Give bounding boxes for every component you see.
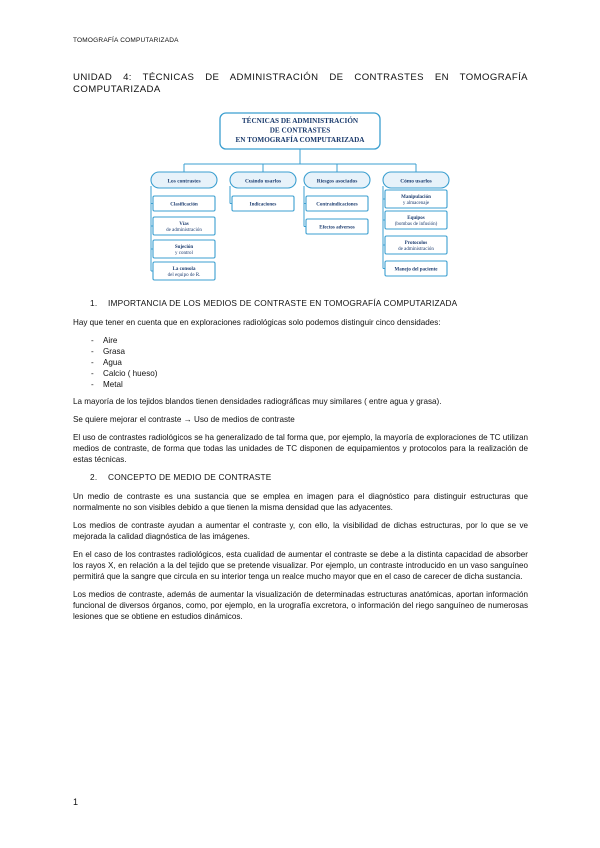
section-1-paragraph-3: Se quiere mejorar el contraste → Uso de medios de contraste [73,415,295,424]
diagram-title-line-3: EN TOMOGRAFÍA COMPUTARIZADA [235,136,365,144]
branch-label: Cuándo usarlos [244,178,282,185]
child-box-label: Manipulación [401,194,431,200]
child-box-label: y control [175,251,193,257]
child-box-label: Manejo del paciente [394,267,438,273]
density-list [73,335,528,390]
section-1-paragraph-4: El uso de contrastes radiológicos se ha generalizado de tal forma que, por ejemplo, la mayoría de exploraciones de TC utilizan medios de contraste, de forma que todas las unidades de TC disponen de equipamientos y protocolos para la realización de estas técnicas. [73,433,528,464]
section-2-paragraph-4: Los medios de contraste, además de aumentar la visualización de determinadas estructuras anatómicas, aportan información funcional de diversos órganos, como, por ejemplo, en la urografía excretora, o información del riego sanguíneo de numerosas lesiones que se obtiene en estudios dinámicos. [73,590,528,621]
section-2-heading [73,472,528,483]
diagram-title-line-2: DE CONTRASTES [269,126,331,135]
section-1-title: IMPORTANCIA DE LOS MEDIOS DE CONTRASTE EN TOMOGRAFÍA COMPUTARIZADA [108,298,458,308]
page-number: 1 [73,797,79,807]
branch-label: Riesgos asociados [316,178,358,185]
child-box-label: de administración [398,247,434,253]
child-box-label: Vías [179,221,189,227]
child-box-label: Contraindicaciones [316,202,358,208]
branch-label: Los contrastes [167,178,201,185]
child-box-label: Equipos [407,215,425,221]
list-item: - Agua [73,357,528,368]
section-1-intro: Hay que tener en cuenta que en exploraciones radiológicas solo podemos distinguir cinco densidades: [73,318,441,327]
list-item: - Aire [73,335,528,346]
concept-map-diagram [146,110,456,282]
child-box-label: y almacenaje [402,201,430,207]
diagram-title-line-1: TÉCNICAS DE ADMINISTRACIÓN [241,117,359,125]
child-box-label: (bombas de infusión) [394,222,438,228]
section-2-paragraph-2: Los medios de contraste ayudan a aumentar el contraste y, con ello, la visibilidad de dichas estructuras, por lo que se ve mejorada la calidad diagnóstica de las imágenes. [73,521,528,541]
section-1-number: 1. [90,298,98,308]
list-item: - Metal [73,379,528,390]
unit-title: UNIDAD 4: TÉCNICAS DE ADMINISTRACIÓN DE CONTRASTES EN TOMOGRAFÍA COMPUTARIZADA [73,72,528,95]
diagram-nodes [151,172,449,280]
running-header: TOMOGRAFÍA COMPUTARIZADA [73,37,179,44]
child-box-label: de administración [166,228,202,234]
child-box-label: La consola [172,266,196,272]
section-2-paragraph-3: En el caso de los contrastes radiológicos, esta cualidad de aumentar el contraste se debe a la distinta capacidad de absorber los rayos X, en relación a la del tejido que se pretende visualizar. Por ejemplo, un contraste introducido en un vaso sanguíneo permitirá que la sangre que circula en su interior tenga un realce mucho mayor que en el caso de carecer de dicha sustancia. [73,550,528,581]
section-1-heading [73,298,528,309]
list-item: - Calcio ( hueso) [73,368,528,379]
body-text [73,298,528,629]
branch-label: Cómo usarlos [400,178,432,185]
diagram-title-box [220,113,380,149]
child-box-label: Indicaciones [249,202,277,208]
child-box-label: Protocolos [404,240,428,246]
list-item: - Grasa [73,346,528,357]
child-box-label: Efectos adversos [319,225,355,231]
section-2-title: CONCEPTO DE MEDIO DE CONTRASTE [108,472,272,482]
child-box-label: Sujeción [174,244,194,250]
section-2-paragraph-1: Un medio de contraste es una sustancia que se emplea en imagen para el diagnóstico para distinguir estructuras que normalmente no son visibles debido a que tienen la misma densidad que las adyacentes. [73,492,528,512]
section-2-number: 2. [90,472,98,482]
section-1-paragraph-2: La mayoría de los tejidos blandos tienen densidades radiográficas muy similares ( entre agua y grasa). [73,397,442,406]
child-box-label: del equipo de R. [167,273,201,279]
child-box-label: Clasificación [170,202,198,208]
